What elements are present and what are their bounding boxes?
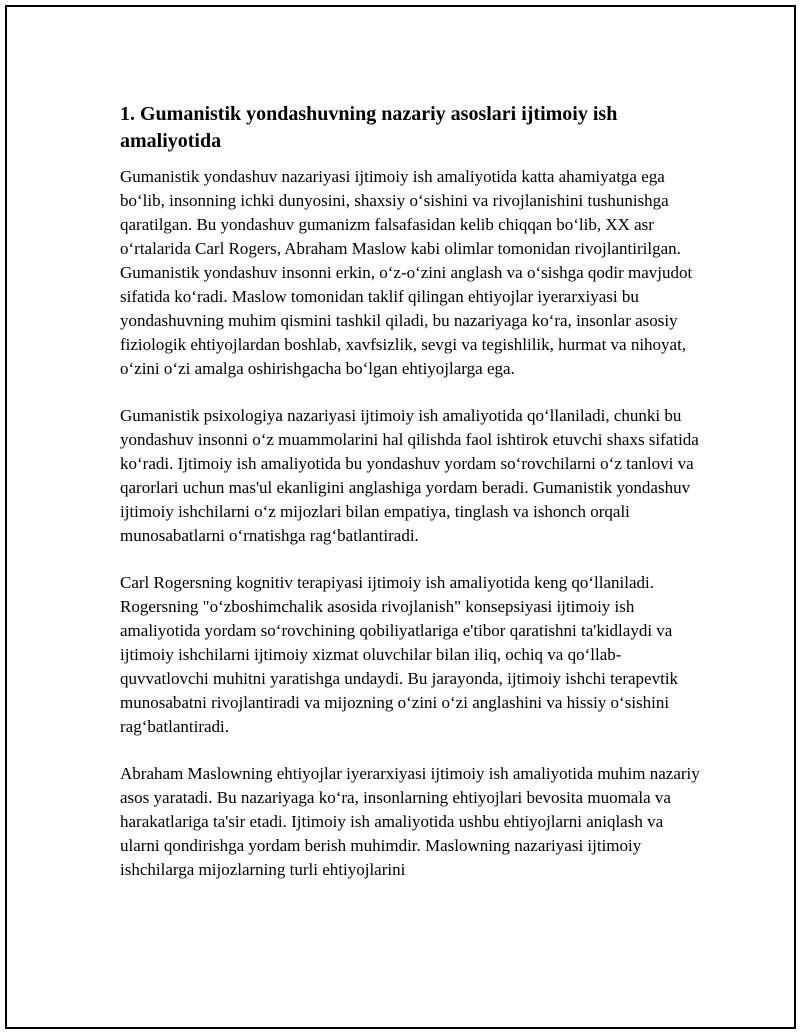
paragraph-2: Gumanistik psixologiya nazariyasi ijtimoiy ish amaliyotida qo‘llaniladi, chunki bu yondashuv insonni o‘z muammolarini hal qilishda faol ishtirok etuvchi shaxs sifatida ko‘radi. Ijtimoiy ish amaliyotida bu yondashuv yordam so‘rovchilarni o‘z tanlovi va qarorlari uchun mas'ul ekanligini anglashiga yordam beradi. Gumanistik yondashuv ijtimoiy ishchilarni o‘z mijozlari bilan empatiya, tinglash va ishonch orqali munosabatlarni o‘rnatishga rag‘batlantiradi.: [120, 406, 699, 545]
document-body: [120, 101, 700, 905]
section-title: 1. Gumanistik yondashuvning nazariy asoslari ijtimoiy ish amaliyotida: [120, 103, 618, 152]
page-frame: [5, 5, 796, 1029]
paragraph-3: Carl Rogersning kognitiv terapiyasi ijtimoiy ish amaliyotida keng qo‘llaniladi. Rogersning "o‘zboshimchalik asosida rivojlanish" konsepsiyasi ijtimoiy ish amaliyotida yordam so‘rovchining qobiliyatlariga e'tibor qaratishni ta'kidlaydi va ijtimoiy ishchilarni ijtimoiy xizmat oluvchilar bilan iliq, ochiq va qo‘llab-quvvatlovchi muhitni yaratishga undaydi. Bu jarayonda, ijtimoiy ishchi terapevtik munosabatni rivojlantiradi va mijozning o‘zini o‘zi anglashini va hissiy o‘sishini rag‘batlantiradi.: [120, 573, 679, 736]
paragraph-1: Gumanistik yondashuv nazariyasi ijtimoiy ish amaliyotida katta ahamiyatga ega bo‘lib, insonning ichki dunyosini, shaxsiy o‘sishini va rivojlanishini tushunishga qaratilgan. Bu yondashuv gumanizm falsafasidan kelib chiqqan bo‘lib, XX asr o‘rtalarida Carl Rogers, Abraham Maslow kabi olimlar tomonidan rivojlantirilgan. Gumanistik yondashuv insonni erkin, o‘z-o‘zini anglash va o‘sishga qodir mavjudot sifatida ko‘radi. Maslow tomonidan taklif qilingan ehtiyojlar iyerarxiyasi bu yondashuvning muhim qismini tashkil qiladi, bu nazariyaga ko‘ra, insonlar asosiy fiziologik ehtiyojlardan boshlab, xavfsizlik, sevgi va tegishlilik, hurmat va nihoyat, o‘zini o‘zi amalga oshirishgacha bo‘lgan ehtiyojlarga ega.: [120, 167, 693, 378]
paragraph-4: Abraham Maslowning ehtiyojlar iyerarxiyasi ijtimoiy ish amaliyotida muhim nazariy asos yaratadi. Bu nazariyaga ko‘ra, insonlarning ehtiyojlari bevosita muomala va harakatlariga ta'sir etadi. Ijtimoiy ish amaliyotida ushbu ehtiyojlarni aniqlash va ularni qondirishga yordam berish muhimdir. Maslowning nazariyasi ijtimoiy ishchilarga mijozlarning turli ehtiyojlarini: [120, 764, 700, 879]
